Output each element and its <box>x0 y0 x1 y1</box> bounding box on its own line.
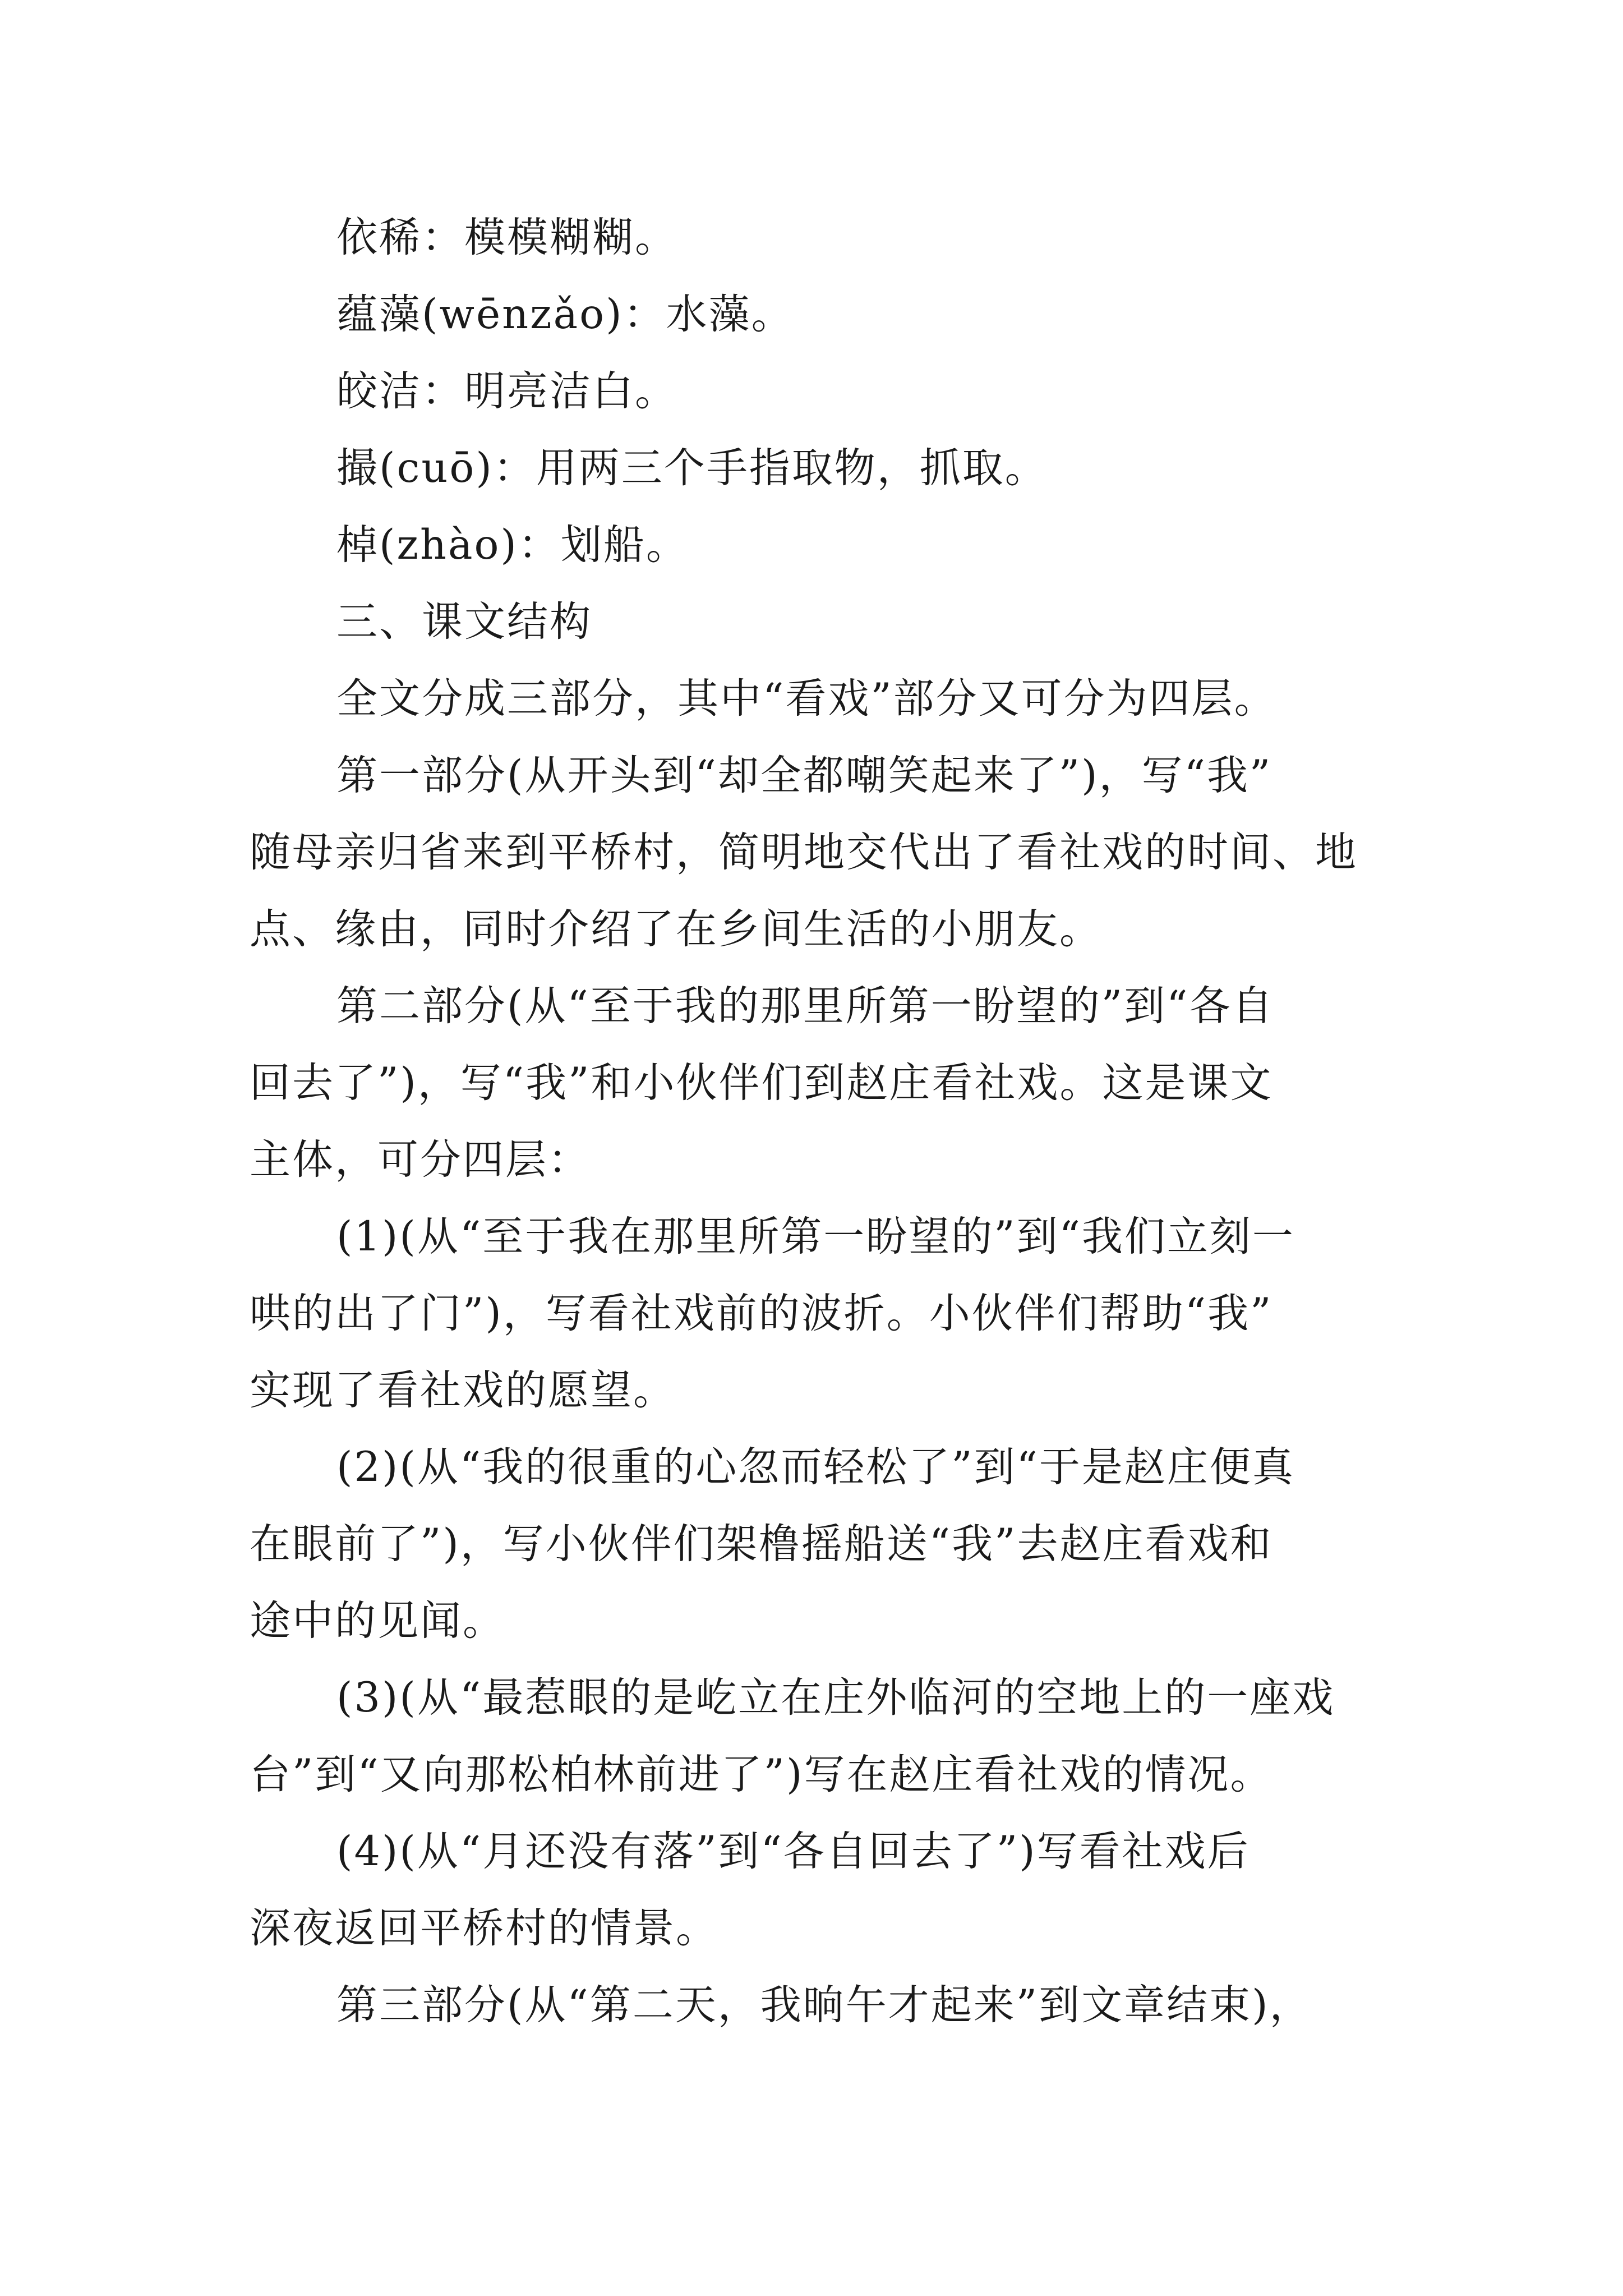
text-line: 途中的见闻。 <box>250 1597 505 1645</box>
text-line: 回去了”)，写“我”和小伙伴们到赵庄看社戏。这是课文 <box>250 1059 1273 1107</box>
text-line: 随母亲归省来到平桥村，简明地交代出了看社戏的时间、地 <box>250 829 1358 876</box>
text-line: 依稀：模模糊糊。 <box>336 214 677 261</box>
text-line: 台”到“又向那松柏林前进了”)写在赵庄看社戏的情况。 <box>250 1751 1273 1798</box>
text-line: (3)(从“最惹眼的是屹立在庄外临河的空地上的一座戏 <box>336 1674 1335 1722</box>
text-line: 哄的出了门”)，写看社戏前的波折。小伙伴们帮助“我” <box>250 1290 1273 1337</box>
text-line: 全文分成三部分，其中“看戏”部分又可分为四层。 <box>336 675 1277 723</box>
body-text <box>250 199 1382 2044</box>
section-heading: 三、课文结构 <box>336 598 592 646</box>
text-line: 蕴藻(wēnzǎo)：水藻。 <box>336 291 794 338</box>
text-line: 在眼前了”)，写小伙伴们架橹摇船送“我”去赵庄看戏和 <box>250 1520 1273 1568</box>
text-line: 第二部分(从“至于我的那里所第一盼望的”到“各自 <box>336 982 1275 1030</box>
text-line: 第三部分(从“第二天，我晌午才起来”到文章结束)， <box>336 1981 1312 2029</box>
text-line: (2)(从“我的很重的心忽而轻松了”到“于是赵庄便真 <box>336 1443 1295 1491</box>
text-line: 实现了看社戏的愿望。 <box>250 1366 676 1414</box>
text-line: 棹(zhào)：划船。 <box>336 521 689 569</box>
text-line: 点、缘由，同时介绍了在乡间生活的小朋友。 <box>250 905 1102 953</box>
text-line: 第一部分(从开头到“却全都嘲笑起来了”)，写“我” <box>336 752 1272 799</box>
text-line: (4)(从“月还没有落”到“各自回去了”)写看社戏后 <box>336 1828 1250 1875</box>
text-line: 皎洁：明亮洁白。 <box>336 367 677 415</box>
text-line: 撮(cuō)：用两三个手指取物，抓取。 <box>336 444 1048 492</box>
text-line: (1)(从“至于我在那里所第一盼望的”到“我们立刻一 <box>336 1213 1295 1260</box>
text-line: 主体，可分四层： <box>250 1136 591 1184</box>
text-line: 深夜返回平桥村的情景。 <box>250 1904 718 1952</box>
